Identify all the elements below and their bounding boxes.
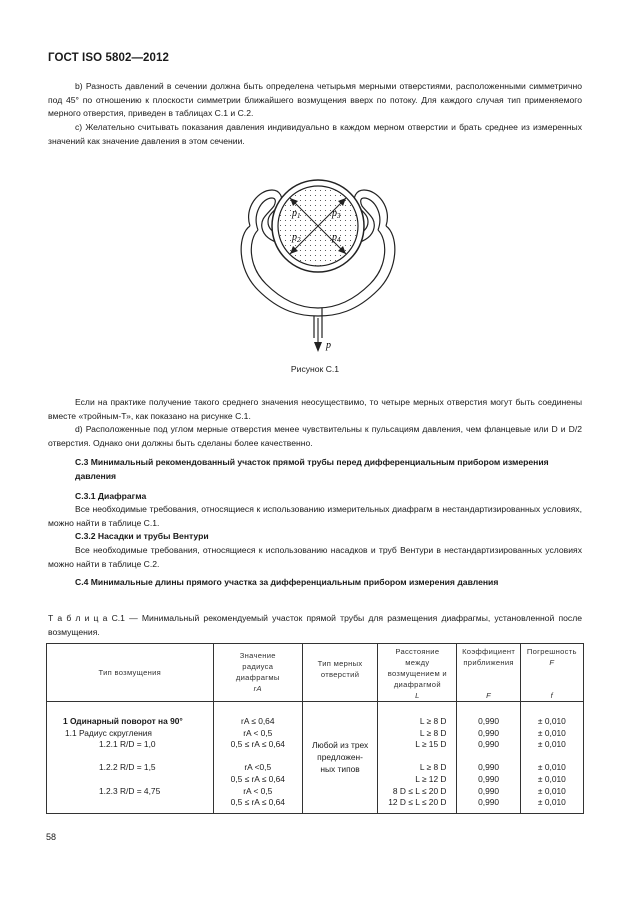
label-p: p [326, 340, 331, 351]
header-coefficient: Коэффициент приближения F [457, 644, 520, 702]
document-header: ГОСТ ISO 5802—2012 [48, 52, 170, 64]
paragraph-d: d) Расположенные под углом мерные отверстия менее чувствительны к пульсациям давления, чем фланцевые или D и D/2 отверстия. Однако они должны быть сделаны более качественно. [48, 424, 582, 448]
section-c32-text: Все необходимые требования, относящиеся к использованию насадков и труб Вентури в нестандартизированных условиях можно найти в таблице С.2. [48, 545, 582, 569]
col-distance: L ≥ 8 D L ≥ 8 D L ≥ 15 D L ≥ 8 D L ≥ 12 D 8 D ≤ L ≤ 20 D 12 D ≤ L ≤ 20 D [378, 702, 457, 814]
label-p3: $p_3$ [332, 208, 341, 220]
table-header-row [47, 644, 584, 702]
page-number: 58 [46, 832, 57, 842]
header-radius: Значение радиуса диафрагмы rA [213, 644, 302, 702]
col-radius: rA ≤ 0,64 rA < 0,5 0,5 ≤ rA ≤ 0,64 rA <0,5 0,5 ≤ rA ≤ 0,64 rA < 0,5 0,5 ≤ rA ≤ 0,64 [213, 702, 302, 814]
section-c31-text: Все необходимые требования, относящиеся к использованию измерительных диафрагм в нестандартизированных условиях, можно найти в таблице С.1. [48, 504, 582, 528]
paragraph-c: c) Желательно считывать показания давления индивидуально в каждом мерном отверстии и брать среднее из измеренных значений как значение давления в этом сечении. [48, 122, 582, 146]
section-c4-heading: С.4 Минимальные длины прямого участка за дифференциальным прибором измерения давления [75, 577, 499, 587]
col-disturbance: 1 Одинарный поворот на 90° 1.1 Радиус скругления 1.2.1 R/D = 1,0 1.2.2 R/D = 1,5 1.2.3 R/D = 4,75 [47, 702, 214, 814]
col-error: ± 0,010 ± 0,010 ± 0,010 ± 0,010 ± 0,010 ± 0,010 ± 0,010 [520, 702, 583, 814]
header-tap-type: Тип мерных отверстий [302, 644, 377, 702]
table-caption: Т а б л и ц а С.1 — Минимальный рекомендуемый участок прямой трубы для размещения диафрагмы, установленной после возмущения. [48, 613, 582, 637]
section-c32-heading: С.3.2 Насадки и трубы Вентури [75, 531, 209, 541]
table-c1 [46, 643, 584, 814]
figure-caption: Рисунок С.1 [290, 364, 340, 374]
header-distance: Расстояние между возмущением и диафрагмой L [378, 644, 457, 702]
figure-c1 [228, 168, 408, 354]
header-error: Погрешность F f [520, 644, 583, 702]
header-disturbance-type: Тип возмущения [47, 644, 214, 702]
section-c3-heading: С.3 Минимальный рекомендованный участок прямой трубы перед дифференциальным прибором измерения давления [75, 457, 549, 481]
col-tap-type: Любой из трех предложен- ных типов [302, 702, 377, 814]
label-p4: $p_4$ [332, 232, 341, 244]
paragraph-if: Если на практике получение такого среднего значения неосуществимо, то четыре мерных отверстия могут быть соединены вместе «тройным-Т», как показано на рисунке С.1. [48, 397, 582, 421]
label-p2: $p_2$ [292, 232, 301, 244]
col-coefficient: 0,990 0,990 0,990 0,990 0,990 0,990 0,990 [457, 702, 520, 814]
section-c31-heading: С.3.1 Диафрагма [75, 491, 147, 501]
label-p1: $p_1$ [292, 208, 301, 220]
table-body-row [47, 702, 584, 814]
paragraph-b: b) Разность давлений в сечении должна быть определена четырьмя мерными отверстиями, расположенными симметрично под 45° по отношению к плоскости симметрии ближайшего возмущения вверх по потоку. Для каждого случая тип применяемого мерного отверстия, приведен в таблицах С.1 и С.2. [48, 81, 582, 119]
